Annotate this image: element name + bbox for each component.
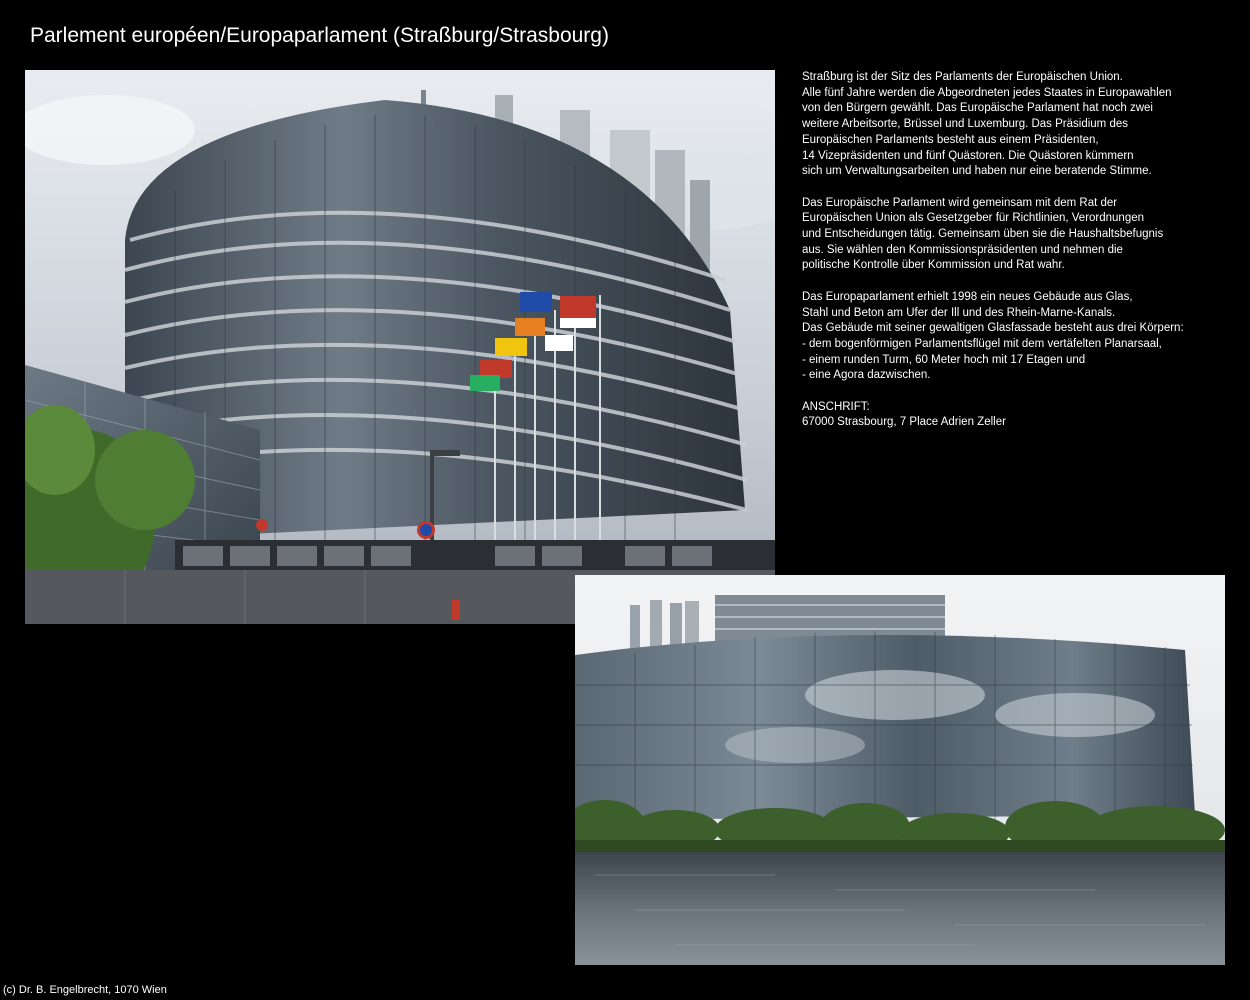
text-line: von den Bürgern gewählt. Das Europäische Parlament hat noch zwei [802, 102, 1153, 115]
parliament-tower-photo [25, 70, 775, 624]
text-line: Das Gebäude mit seiner gewaltigen Glasfassade besteht aus drei Körpern: [802, 322, 1184, 335]
parliament-tower-illustration [25, 70, 775, 624]
text-line: Das Europaparlament erhielt 1998 ein neues Gebäude aus Glas, [802, 290, 1133, 303]
description-text [802, 70, 1242, 447]
text-line: - eine Agora dazwischen. [802, 369, 931, 382]
text-line: weitere Arbeitsorte, Brüssel und Luxemburg. Das Präsidium des [802, 118, 1128, 131]
text-line: aus. Sie wählen den Kommissionspräsidenten und nehmen die [802, 243, 1123, 256]
text-line: Alle fünf Jahre werden die Abgeordneten jedes Staates in Europawahlen [802, 86, 1172, 99]
text-line: Europäischen Union als Gesetzgeber für Richtlinien, Verordnungen [802, 212, 1145, 225]
text-line: Straßburg ist der Sitz des Parlaments der Europäischen Union. [802, 71, 1123, 83]
description-paragraph-3 [802, 290, 1242, 384]
text-line: 14 Vizepräsidenten und fünf Quästoren. Die Quästoren kümmern [802, 149, 1134, 162]
text-line: politische Kontrolle über Kommission und Rat wahr. [802, 259, 1065, 272]
address-label: ANSCHRIFT: [802, 400, 870, 413]
text-line: - dem bogenförmigen Parlamentsflügel mit dem vertäfelten Planarsaal, [802, 337, 1162, 350]
text-line: Europäischen Parlaments besteht aus einem Präsidenten, [802, 133, 1099, 146]
parliament-facade-illustration [575, 575, 1225, 965]
description-paragraph-2 [802, 196, 1242, 275]
text-line: Stahl und Beton am Ufer der Ill und des Rhein-Marne-Kanals. [802, 306, 1116, 319]
text-line: und Entscheidungen tätig. Gemeinsam üben sie die Haushaltsbefugnis [802, 228, 1164, 241]
text-line: - einem runden Turm, 60 Meter hoch mit 17 Etagen und [802, 353, 1086, 366]
page-title: Parlement européen/Europaparlament (Straßburg/Strasbourg) [30, 24, 609, 47]
description-paragraph-1 [802, 70, 1242, 180]
text-line: Das Europäische Parlament wird gemeinsam mit dem Rat der [802, 196, 1118, 209]
parliament-facade-river-photo [575, 575, 1225, 965]
address-text: 67000 Strasbourg, 7 Place Adrien Zeller [802, 416, 1006, 429]
copyright-footer: (c) Dr. B. Engelbrecht, 1070 Wien [3, 984, 167, 996]
text-line: sich um Verwaltungsarbeiten und haben nur eine beratende Stimme. [802, 165, 1152, 178]
address-block [802, 400, 1242, 431]
